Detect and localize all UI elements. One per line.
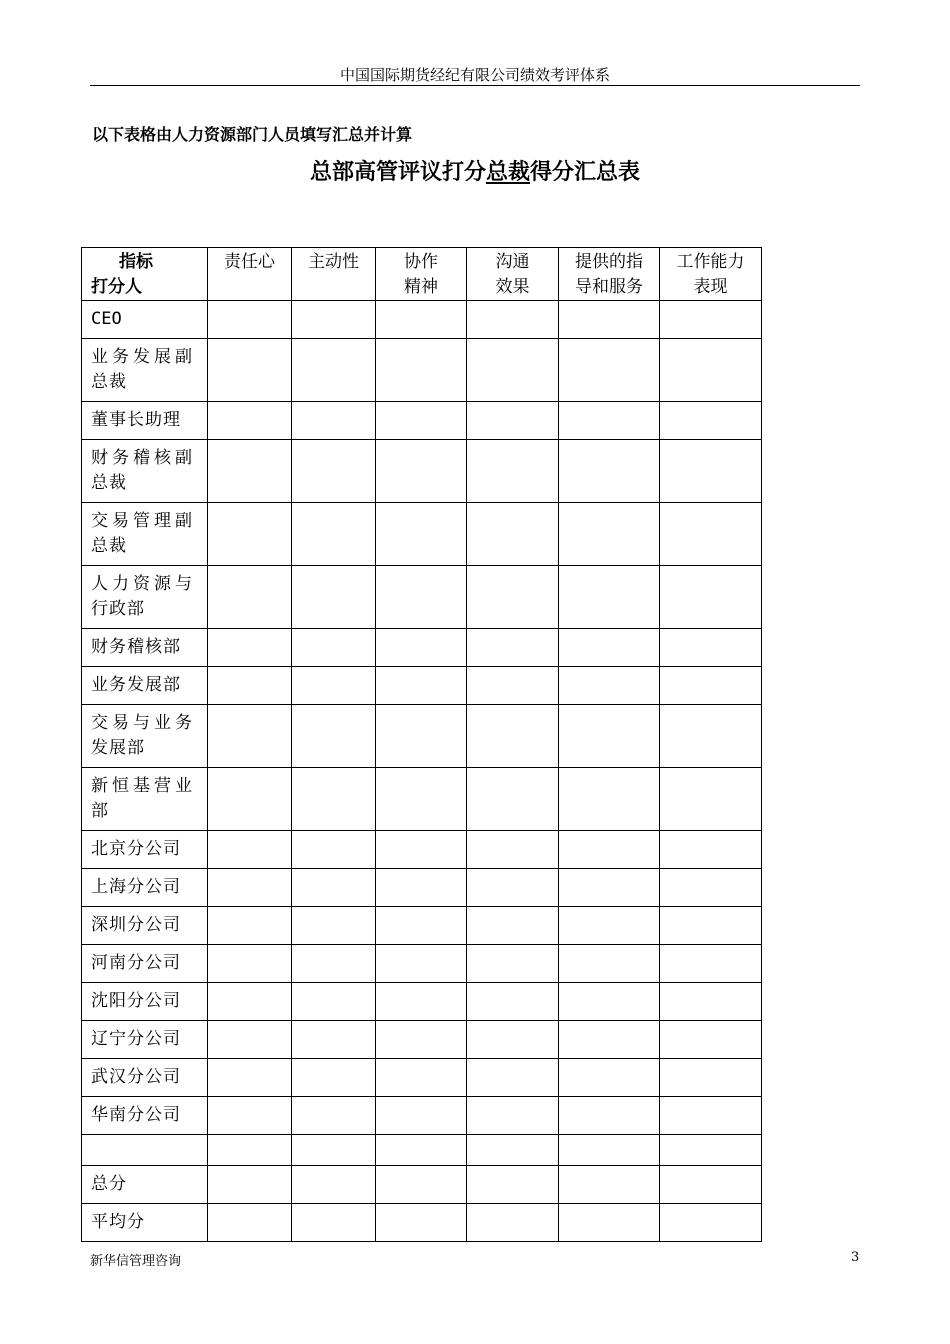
column-header-line1: 工作能力 — [676, 252, 745, 272]
score-cell[interactable] — [208, 1135, 292, 1166]
score-cell[interactable] — [376, 945, 467, 983]
score-cell[interactable] — [559, 1204, 660, 1242]
score-cell[interactable] — [292, 945, 376, 983]
column-header — [208, 248, 292, 301]
column-header-line1: 协作 — [404, 252, 438, 272]
score-cell[interactable] — [660, 705, 762, 768]
score-cell[interactable] — [292, 1097, 376, 1135]
column-header — [292, 248, 376, 301]
score-cell[interactable] — [660, 402, 762, 440]
score-cell[interactable] — [208, 1204, 292, 1242]
score-cell[interactable] — [376, 503, 467, 566]
score-cell[interactable] — [467, 869, 559, 907]
score-cell[interactable] — [208, 1166, 292, 1204]
row-label-cell — [82, 629, 208, 667]
score-cell[interactable] — [208, 1097, 292, 1135]
score-cell[interactable] — [559, 1059, 660, 1097]
column-header-line1: 主动性 — [308, 252, 359, 272]
score-cell[interactable] — [208, 831, 292, 869]
row-label-line2: 部 — [91, 801, 109, 821]
table-row — [82, 339, 762, 402]
table-row — [82, 705, 762, 768]
table-row — [82, 402, 762, 440]
row-label-line1: 财务稽核部 — [91, 637, 181, 657]
column-header — [559, 248, 660, 301]
score-cell[interactable] — [376, 1021, 467, 1059]
score-cell[interactable] — [292, 503, 376, 566]
column-header-line2: 精神 — [404, 277, 438, 297]
score-cell[interactable] — [467, 1135, 559, 1166]
title-underlined: 总裁 — [485, 160, 530, 185]
row-label-line1: 华南分公司 — [91, 1105, 181, 1125]
row-label-line1: 河南分公司 — [91, 953, 181, 973]
row-label-cell — [82, 339, 208, 402]
title-part-2: 得分汇总表 — [530, 160, 641, 185]
score-cell[interactable] — [376, 667, 467, 705]
footer-company: 新华信管理咨询 — [90, 1254, 182, 1269]
score-cell[interactable] — [376, 983, 467, 1021]
row-label-line1: 财务稽核副 — [91, 448, 196, 468]
row-label-cell — [82, 301, 208, 339]
score-cell[interactable] — [467, 983, 559, 1021]
score-cell[interactable] — [660, 831, 762, 869]
row-label-cell — [82, 503, 208, 566]
table-row — [82, 907, 762, 945]
score-cell[interactable] — [559, 1135, 660, 1166]
row-label-cell — [82, 1166, 208, 1204]
instruction-note: 以下表格由人力资源部门人员填写汇总并计算 — [92, 125, 413, 144]
score-cell[interactable] — [660, 566, 762, 629]
table-row — [82, 440, 762, 503]
score-cell[interactable] — [467, 402, 559, 440]
score-cell[interactable] — [292, 705, 376, 768]
table-row — [82, 566, 762, 629]
score-cell[interactable] — [376, 301, 467, 339]
score-cell[interactable] — [559, 1166, 660, 1204]
score-cell[interactable] — [467, 440, 559, 503]
row-label-cell — [82, 1097, 208, 1135]
score-cell[interactable] — [467, 566, 559, 629]
score-cell[interactable] — [467, 339, 559, 402]
score-cell[interactable] — [292, 768, 376, 831]
row-label-line1: 上海分公司 — [91, 877, 181, 897]
score-cell[interactable] — [208, 1059, 292, 1097]
score-cell[interactable] — [208, 566, 292, 629]
score-cell[interactable] — [376, 1135, 467, 1166]
table-row — [82, 629, 762, 667]
score-cell[interactable] — [376, 831, 467, 869]
row-label-cell — [82, 440, 208, 503]
score-cell[interactable] — [292, 983, 376, 1021]
column-header-line2: 效果 — [495, 277, 530, 297]
score-cell[interactable] — [660, 503, 762, 566]
column-header — [660, 248, 762, 301]
score-cell[interactable] — [376, 1166, 467, 1204]
score-cell[interactable] — [467, 1021, 559, 1059]
table-row — [82, 831, 762, 869]
score-cell[interactable] — [292, 1059, 376, 1097]
score-cell[interactable] — [559, 301, 660, 339]
row-label-line1: 沈阳分公司 — [91, 991, 181, 1011]
score-cell[interactable] — [559, 339, 660, 402]
corner-indicator-label: 指标 — [119, 252, 153, 272]
table-row — [82, 301, 762, 339]
row-label-cell — [82, 566, 208, 629]
score-cell[interactable] — [660, 1166, 762, 1204]
table-row — [82, 983, 762, 1021]
page-title — [0, 157, 950, 189]
table-row — [82, 768, 762, 831]
row-label-line1: 辽宁分公司 — [91, 1029, 181, 1049]
score-cell[interactable] — [660, 1021, 762, 1059]
running-header: 中国国际期货经纪有限公司绩效考评体系 — [339, 66, 610, 84]
row-label-line1: 总分 — [91, 1174, 127, 1194]
row-label-cell — [82, 768, 208, 831]
score-cell[interactable] — [467, 768, 559, 831]
score-cell[interactable] — [208, 667, 292, 705]
column-header-line1: 沟通 — [495, 252, 530, 272]
row-label-line2: 发展部 — [91, 738, 145, 758]
table-row — [82, 1097, 762, 1135]
row-label-cell — [82, 1204, 208, 1242]
score-cell[interactable] — [208, 301, 292, 339]
corner-header-cell — [82, 248, 208, 301]
score-cell[interactable] — [376, 629, 467, 667]
title-part-1: 总部高管评议打分 — [309, 160, 486, 185]
row-label-line1: 人力资源与 — [91, 574, 196, 594]
score-cell[interactable] — [208, 440, 292, 503]
row-label-cell — [82, 1021, 208, 1059]
score-cell[interactable] — [660, 869, 762, 907]
score-cell[interactable] — [292, 869, 376, 907]
score-cell[interactable] — [467, 1059, 559, 1097]
row-label-cell — [82, 667, 208, 705]
score-cell[interactable] — [467, 1097, 559, 1135]
row-label-cell — [82, 1135, 208, 1166]
score-cell[interactable] — [660, 667, 762, 705]
column-header — [376, 248, 467, 301]
score-cell[interactable] — [467, 705, 559, 768]
row-label-cell — [82, 705, 208, 768]
row-label-line2: 总裁 — [91, 473, 127, 493]
row-label-line1: 业务发展副 — [91, 347, 196, 367]
score-cell[interactable] — [559, 768, 660, 831]
score-cell[interactable] — [467, 667, 559, 705]
score-cell[interactable] — [292, 339, 376, 402]
score-cell[interactable] — [467, 629, 559, 667]
score-cell[interactable] — [376, 705, 467, 768]
row-label-cell — [82, 831, 208, 869]
score-cell[interactable] — [208, 945, 292, 983]
score-cell[interactable] — [660, 1204, 762, 1242]
score-cell[interactable] — [208, 869, 292, 907]
score-summary-table — [81, 247, 762, 1242]
score-cell[interactable] — [660, 1097, 762, 1135]
row-label-cell — [82, 983, 208, 1021]
column-header-line2: 表现 — [693, 277, 728, 297]
score-cell[interactable] — [660, 339, 762, 402]
score-cell[interactable] — [559, 831, 660, 869]
row-label-line2: 总裁 — [91, 372, 127, 392]
score-cell[interactable] — [208, 339, 292, 402]
score-cell[interactable] — [292, 1204, 376, 1242]
score-cell[interactable] — [376, 440, 467, 503]
score-cell[interactable] — [292, 566, 376, 629]
score-cell[interactable] — [467, 907, 559, 945]
score-cell[interactable] — [559, 1097, 660, 1135]
score-cell[interactable] — [208, 983, 292, 1021]
score-cell[interactable] — [559, 402, 660, 440]
score-cell[interactable] — [559, 629, 660, 667]
score-cell[interactable] — [376, 402, 467, 440]
row-label-line1: 深圳分公司 — [91, 915, 181, 935]
row-label-line1: 新恒基营业 — [91, 776, 196, 796]
score-cell[interactable] — [208, 705, 292, 768]
page-number: 3 — [851, 1250, 860, 1265]
row-label-cell — [82, 869, 208, 907]
column-header — [467, 248, 559, 301]
score-cell[interactable] — [467, 945, 559, 983]
score-cell[interactable] — [292, 831, 376, 869]
score-cell[interactable] — [559, 983, 660, 1021]
score-cell[interactable] — [467, 1204, 559, 1242]
score-cell[interactable] — [559, 1021, 660, 1059]
row-label-line1: CEO — [91, 309, 122, 329]
row-label-cell — [82, 945, 208, 983]
score-cell[interactable] — [467, 503, 559, 566]
score-cell[interactable] — [660, 945, 762, 983]
row-label-cell — [82, 907, 208, 945]
column-header-line1: 提供的指 — [575, 252, 643, 272]
score-cell[interactable] — [292, 1135, 376, 1166]
score-cell[interactable] — [376, 768, 467, 831]
row-label-line2: 行政部 — [91, 599, 145, 619]
score-cell[interactable] — [559, 705, 660, 768]
score-cell[interactable] — [559, 869, 660, 907]
score-cell[interactable] — [292, 667, 376, 705]
row-label-line1: 交易管理副 — [91, 511, 196, 531]
score-cell[interactable] — [292, 440, 376, 503]
table-row — [82, 869, 762, 907]
table-row — [82, 1204, 762, 1242]
score-cell[interactable] — [660, 907, 762, 945]
table-row — [82, 945, 762, 983]
header-row — [82, 248, 762, 301]
score-cell[interactable] — [376, 869, 467, 907]
score-cell[interactable] — [376, 566, 467, 629]
score-cell[interactable] — [292, 301, 376, 339]
score-cell[interactable] — [467, 831, 559, 869]
row-label-cell — [82, 402, 208, 440]
score-cell[interactable] — [376, 1204, 467, 1242]
score-cell[interactable] — [660, 440, 762, 503]
table-row — [82, 667, 762, 705]
header-rule — [90, 85, 860, 86]
score-cell[interactable] — [292, 1166, 376, 1204]
score-cell[interactable] — [208, 629, 292, 667]
column-header-line1: 责任心 — [224, 252, 275, 272]
row-label-line1: 北京分公司 — [91, 839, 181, 859]
table-row — [82, 503, 762, 566]
score-cell[interactable] — [660, 1135, 762, 1166]
score-cell[interactable] — [660, 1059, 762, 1097]
score-cell[interactable] — [559, 440, 660, 503]
score-cell[interactable] — [292, 907, 376, 945]
score-cell[interactable] — [292, 629, 376, 667]
score-cell[interactable] — [660, 983, 762, 1021]
score-cell[interactable] — [376, 1097, 467, 1135]
score-cell[interactable] — [559, 503, 660, 566]
score-cell[interactable] — [660, 629, 762, 667]
column-header-line2: 导和服务 — [575, 277, 643, 297]
score-cell[interactable] — [467, 301, 559, 339]
score-cell[interactable] — [660, 301, 762, 339]
score-cell[interactable] — [559, 566, 660, 629]
row-label-line1: 武汉分公司 — [91, 1067, 181, 1087]
row-label-line1: 董事长助理 — [91, 410, 181, 430]
score-cell[interactable] — [376, 907, 467, 945]
score-cell[interactable] — [376, 1059, 467, 1097]
row-label-line1: 交易与业务 — [91, 713, 196, 733]
row-label-line1: 平均分 — [91, 1212, 145, 1232]
score-cell[interactable] — [208, 402, 292, 440]
score-cell[interactable] — [292, 1021, 376, 1059]
table-row — [82, 1021, 762, 1059]
table-row — [82, 1059, 762, 1097]
score-cell[interactable] — [208, 1021, 292, 1059]
score-cell[interactable] — [292, 402, 376, 440]
row-label-line2: 总裁 — [91, 536, 127, 556]
table-row — [82, 1135, 762, 1166]
score-cell[interactable] — [559, 907, 660, 945]
score-cell[interactable] — [208, 768, 292, 831]
score-cell[interactable] — [376, 339, 467, 402]
score-cell[interactable] — [208, 503, 292, 566]
score-cell[interactable] — [559, 945, 660, 983]
score-cell[interactable] — [559, 667, 660, 705]
table-row — [82, 1166, 762, 1204]
score-cell[interactable] — [208, 907, 292, 945]
score-cell[interactable] — [660, 768, 762, 831]
corner-rater-label: 打分人 — [91, 277, 142, 297]
row-label-line1: 业务发展部 — [91, 675, 181, 695]
score-cell[interactable] — [467, 1166, 559, 1204]
row-label-cell — [82, 1059, 208, 1097]
